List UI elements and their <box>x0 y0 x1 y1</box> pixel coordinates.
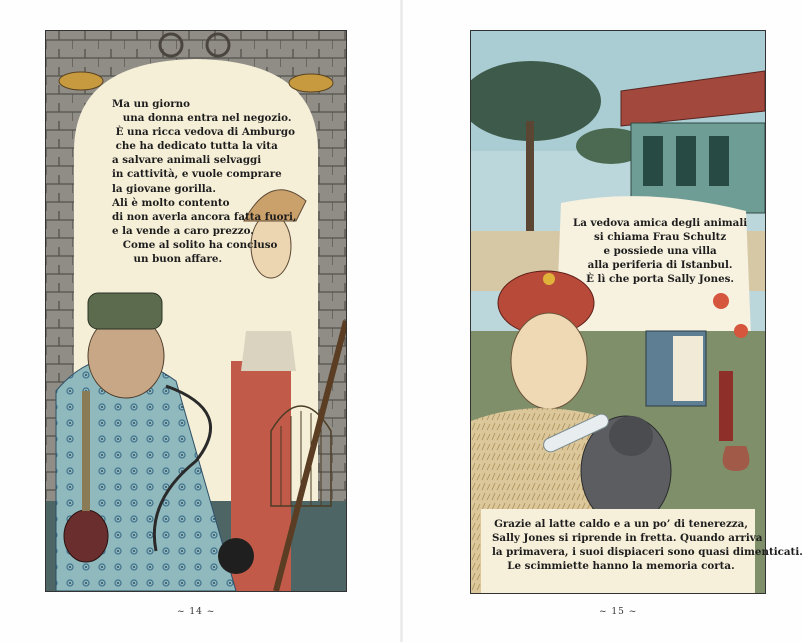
villa-scene-drawing <box>471 31 803 593</box>
right-page-caption: Grazie al latte caldo e a un po’ di tenerezza, Sally Jones si riprende in fretta. Quando arriva la primavera, i suoi dispiaceri sono quasi dimenticati. Le scimmiette hanno la memoria corta. <box>492 518 803 573</box>
book-gutter <box>400 0 403 642</box>
left-page-number: ~ 14 ~ <box>177 607 216 617</box>
right-page-body-text: La vedova amica degli animali si chiama Frau Schultz e possiede una villa alla periferia di Istanbul. È lì che porta Sally Jones. <box>573 217 748 286</box>
right-page-number: ~ 15 ~ <box>599 607 638 617</box>
left-page-body-text: Ma un giorno una donna entra nel negozio. È una ricca vedova di Amburgo che ha dedicato tutta la vita a salvare animali selvaggi in cattività, e vuole comprare la giovane gorilla. Ali è molto contento di non averla ancora fatta fuori, e la vende a caro prezzo. Come al solito ha concluso un buon affare. <box>112 98 297 266</box>
right-page-illustration <box>470 30 803 594</box>
